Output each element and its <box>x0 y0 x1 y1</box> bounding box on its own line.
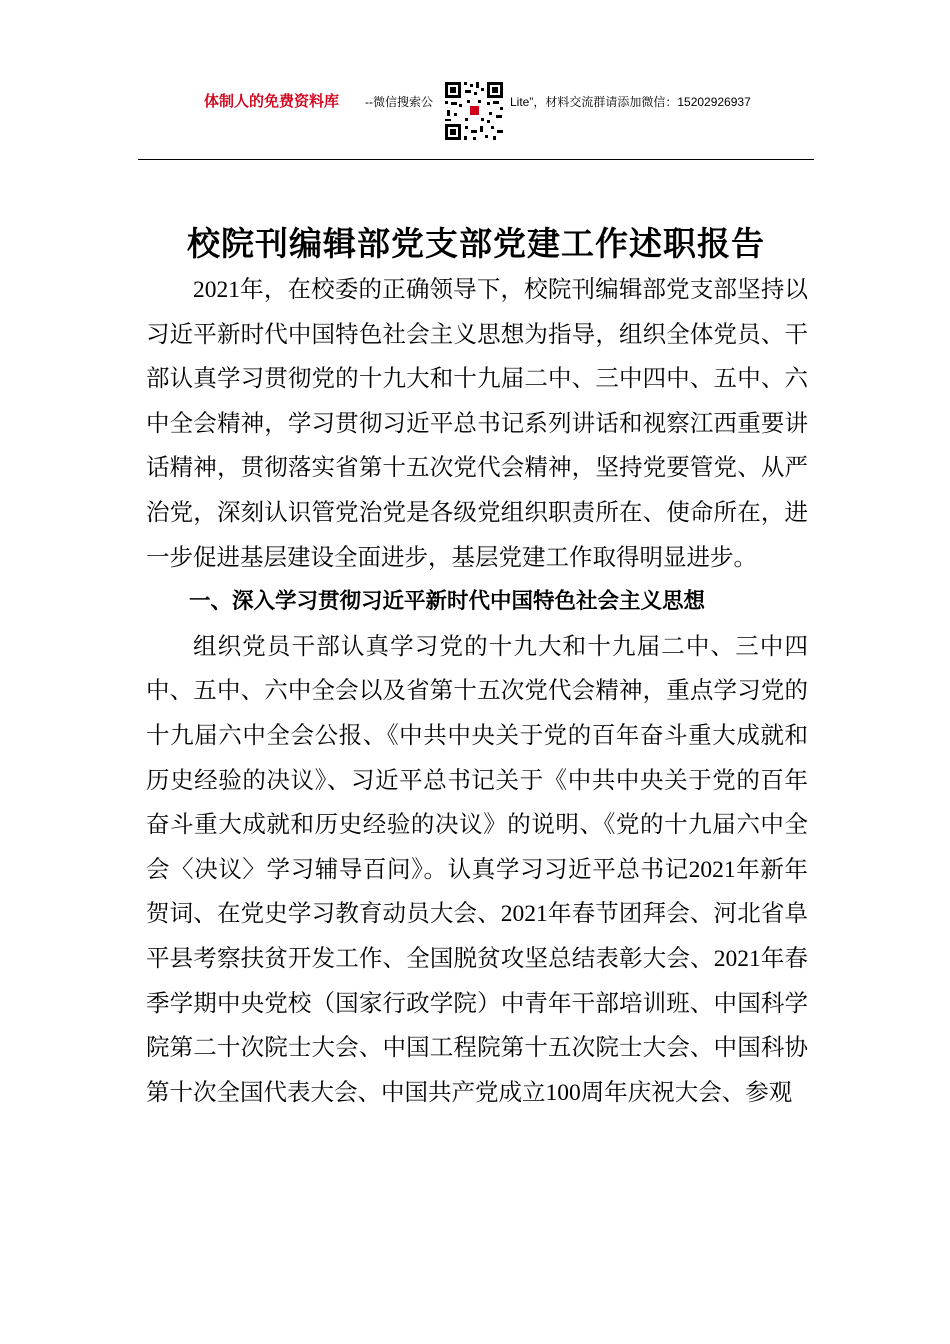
document-title: 校院刊编辑部党支部党建工作述职报告 <box>187 224 765 263</box>
header-divider <box>138 159 814 160</box>
section-1-paragraph: 组织党员干部认真学习党的十九大和十九届二中、三中四中、五中、六中全会以及省第十五次党代会精神，重点学习党的十九届六中全会公报、《中共中央关于党的百年奋斗重大成就和历史经验的决议》、习近平总书记关于《中共中央关于党的百年奋斗重大成就和历史经验的决议》的说明、《党的十九届六中全会〈决议〉学习辅导百问》。认真学习习近平总书记2021年新年贺词、在党史学习教育动员大会、2021年春节团拜会、河北省阜平县考察扶贫开发工作、全国脱贫攻坚总结表彰大会、2021年春季学期中央党校（国家行政学院）中青年干部培训班、中国科学院第二十次院士大会、中国工程院第十五次院士大会、中国科协第十次全国代表大会、中国共产党成立100周年庆祝大会、参观 <box>146 633 808 1106</box>
qr-code-icon <box>443 80 505 142</box>
search-hint-text: --微信搜索公 <box>365 95 433 109</box>
page-header <box>138 78 814 148</box>
section-1-heading: 一、深入学习贯彻习近平新时代中国特色社会主义思想 <box>189 589 706 615</box>
contact-text: Lite”，材料交流群请添加微信：15202926937 <box>510 95 751 109</box>
document-body <box>146 268 808 1115</box>
brand-text: 体制人的免费资料库 <box>204 93 340 110</box>
intro-paragraph: 2021年，在校委的正确领导下，校院刊编辑部党支部坚持以习近平新时代中国特色社会主义思想为指导，组织全体党员、干部认真学习贯彻党的十九大和十九届二中、三中四中、五中、六中全会精神，学习贯彻习近平总书记系列讲话和视察江西重要讲话精神，贯彻落实省第十五次党代会精神，坚持党要管党、从严治党，深刻认识管党治党是各级党组织职责所在、使命所在，进一步促进基层建设全面进步，基层党建工作取得明显进步。 <box>146 277 808 571</box>
